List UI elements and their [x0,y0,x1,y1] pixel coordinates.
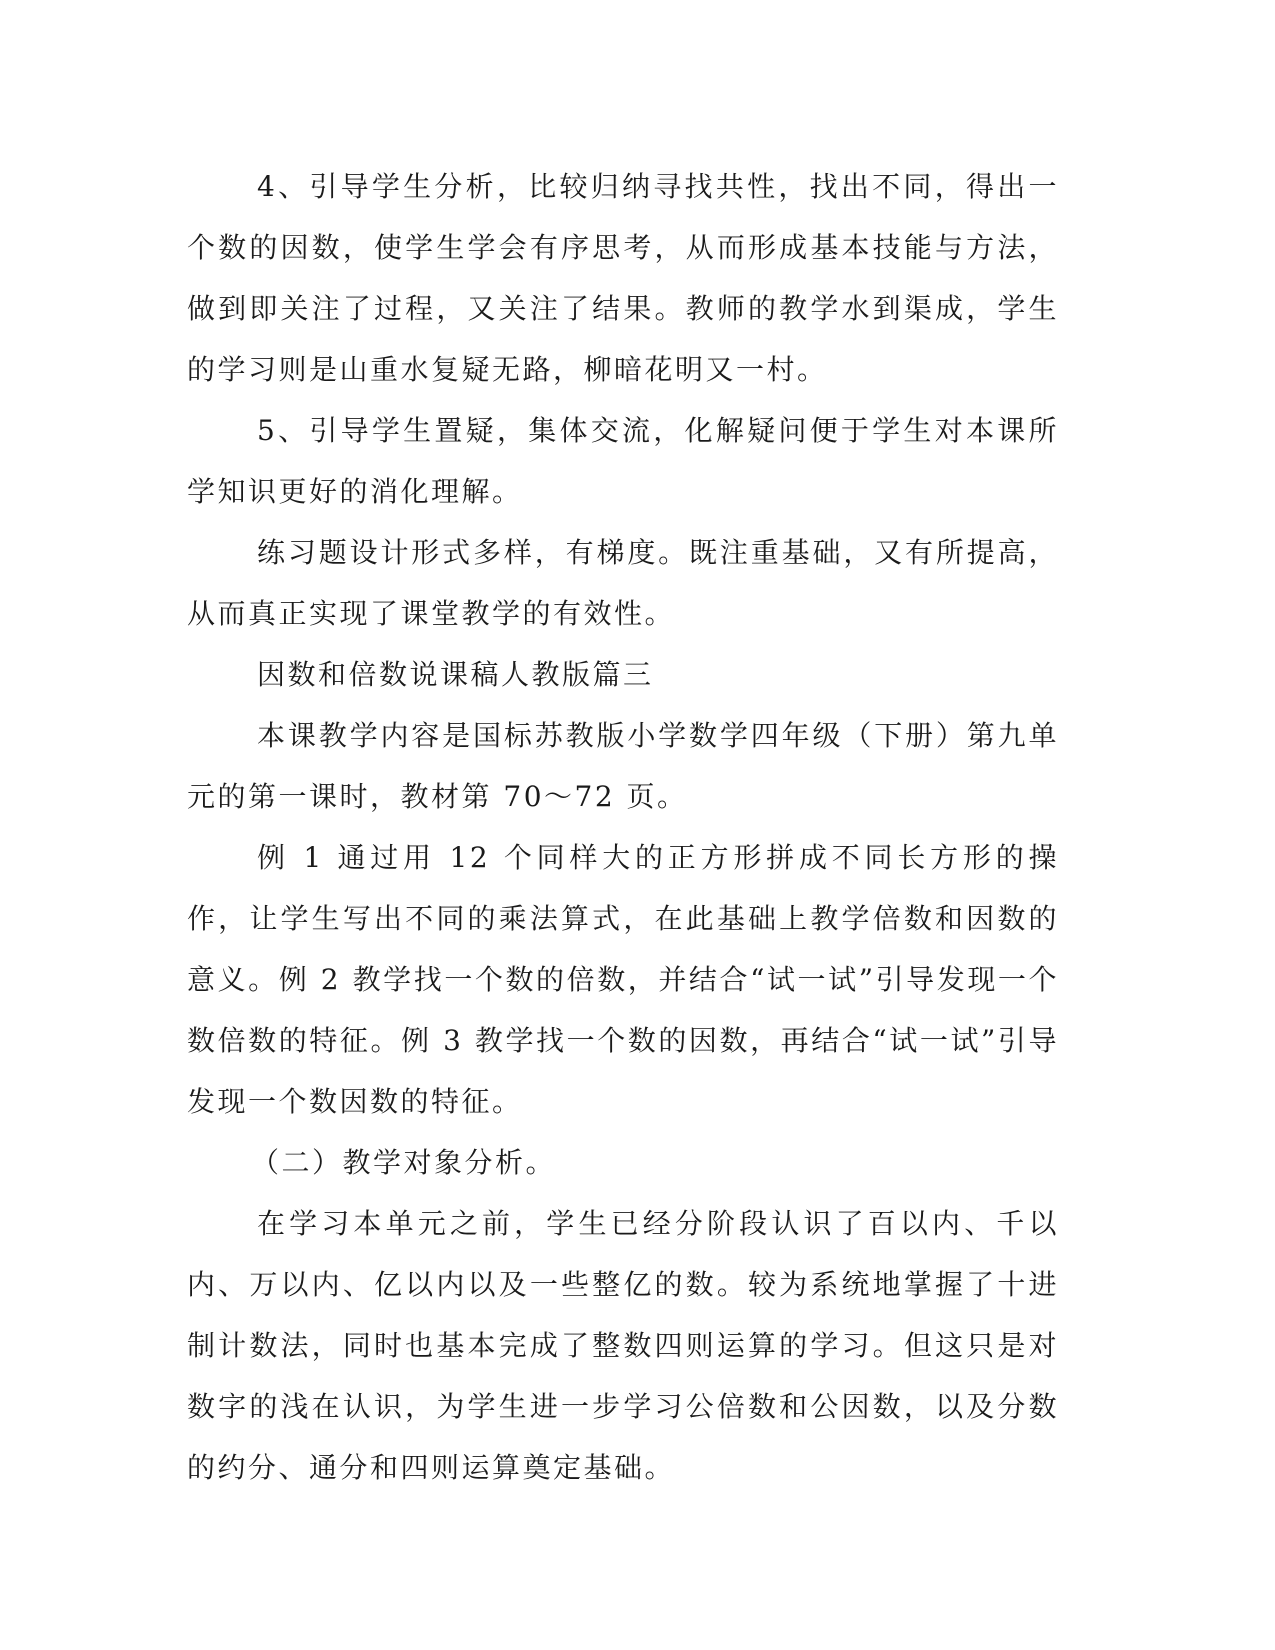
paragraph-examples: 例 1 通过用 12 个同样大的正方形拼成不同长方形的操作，让学生写出不同的乘法算式，在此基础上教学倍数和因数的意义。例 2 教学找一个数的倍数，并结合“试一试”引导发现一个数倍数的特征。例 3 教学找一个数的因数，再结合“试一试”引导发现一个数因数的特征。 [187,841,1059,1118]
document-body [187,156,1059,1498]
section-title: 因数和倍数说课稿人教版篇三 [257,658,654,691]
paragraph-content-intro: 本课教学内容是国标苏教版小学数学四年级（下册）第九单元的第一课时，教材第 70～72 页。 [187,719,1059,813]
paragraph-student-background: 在学习本单元之前，学生已经分阶段认识了百以内、千以内、万以内、亿以内以及一些整亿的数。较为系统地掌握了十进制计数法，同时也基本完成了整数四则运算的学习。但这只是对数字的浅在认识，为学生进一步学习公倍数和公因数，以及分数的约分、通分和四则运算奠定基础。 [187,1207,1059,1484]
subheading-student-analysis: （二）教学对象分析。 [251,1146,557,1179]
paragraph-point-5: 5、引导学生置疑，集体交流，化解疑问便于学生对本课所学知识更好的消化理解。 [187,414,1059,508]
paragraph-exercise-design: 练习题设计形式多样，有梯度。既注重基础，又有所提高，从而真正实现了课堂教学的有效性。 [187,536,1059,630]
paragraph-point-4: 4、引导学生分析，比较归纳寻找共性，找出不同，得出一个数的因数，使学生学会有序思考，从而形成基本技能与方法，做到即关注了过程，又关注了结果。教师的教学水到渠成，学生的学习则是山重水复疑无路，柳暗花明又一村。 [187,170,1059,386]
